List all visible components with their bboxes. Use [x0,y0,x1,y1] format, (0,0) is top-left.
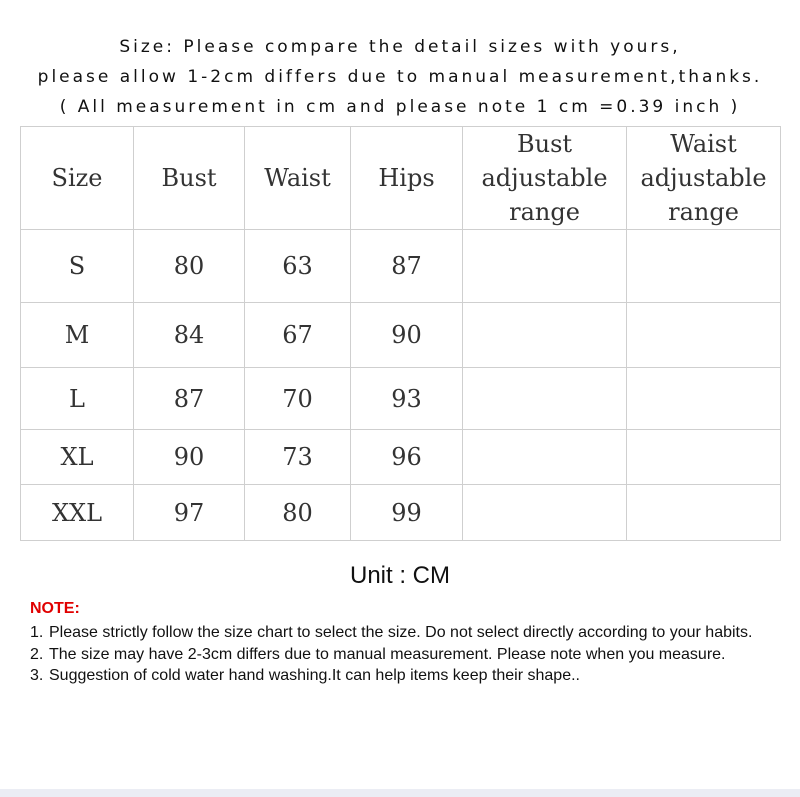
cell-size: M [21,303,134,368]
column-header-bust: Bust [134,127,245,230]
cell-bust: 87 [134,368,245,430]
cell-bust-adjustable-range [463,368,627,430]
table-row [21,303,781,368]
note-list [30,622,770,687]
note-text: Please strictly follow the size chart to select the size. Do not select directly according to your habits. [49,624,753,641]
note-item [30,665,770,687]
cell-size: L [21,368,134,430]
cell-bust-adjustable-range [463,230,627,303]
note-text: The size may have 2-3cm differs due to manual measurement. Please note when you measure. [49,645,726,663]
table-row [21,485,781,541]
cell-waist: 63 [245,230,351,303]
cell-size: XXL [21,485,134,541]
cell-waist-adjustable-range [627,485,781,541]
cell-hips: 87 [351,230,463,303]
column-header-size: Size [21,127,134,230]
instruction-line: Size: Please compare the detail sizes with yours, [119,37,681,57]
cell-waist: 80 [245,485,351,541]
instruction-line: please allow 1-2cm differs due to manual measurement,thanks. [37,67,763,87]
note-number: 2. [30,645,44,663]
table-header-row [21,127,781,230]
cell-waist: 70 [245,368,351,430]
cell-waist-adjustable-range [627,430,781,485]
note-title: NOTE: [30,600,80,617]
cell-size: XL [21,430,134,485]
size-instructions [0,32,800,122]
cell-waist-adjustable-range [627,230,781,303]
note-number: 1. [30,624,44,641]
table-row [21,430,781,485]
bottom-border-strip [0,789,800,797]
cell-hips: 96 [351,430,463,485]
cell-hips: 99 [351,485,463,541]
cell-bust: 90 [134,430,245,485]
column-header-waist: Waist [245,127,351,230]
table-row [21,368,781,430]
cell-hips: 90 [351,303,463,368]
cell-hips: 93 [351,368,463,430]
cell-bust-adjustable-range [463,430,627,485]
cell-waist: 67 [245,303,351,368]
table-row [21,230,781,303]
note-text: Suggestion of cold water hand washing.It can help items keep their shape.. [49,667,580,684]
instruction-line: ( All measurement in cm and please note 1 cm =0.39 inch ) [59,97,741,117]
cell-bust: 80 [134,230,245,303]
cell-size: S [21,230,134,303]
cell-waist-adjustable-range [627,368,781,430]
size-chart-table [20,126,781,541]
column-header-bust-adjustable-range: Bust adjustable range [463,127,627,230]
cell-waist: 73 [245,430,351,485]
cell-bust-adjustable-range [463,303,627,368]
column-header-hips: Hips [351,127,463,230]
note-item [30,644,770,666]
cell-bust: 97 [134,485,245,541]
unit-label: Unit : CM [349,562,450,589]
cell-bust-adjustable-range [463,485,627,541]
cell-waist-adjustable-range [627,303,781,368]
cell-bust: 84 [134,303,245,368]
note-item [30,622,770,644]
note-number: 3. [30,667,44,684]
column-header-waist-adjustable-range: Waist adjustable range [627,127,781,230]
